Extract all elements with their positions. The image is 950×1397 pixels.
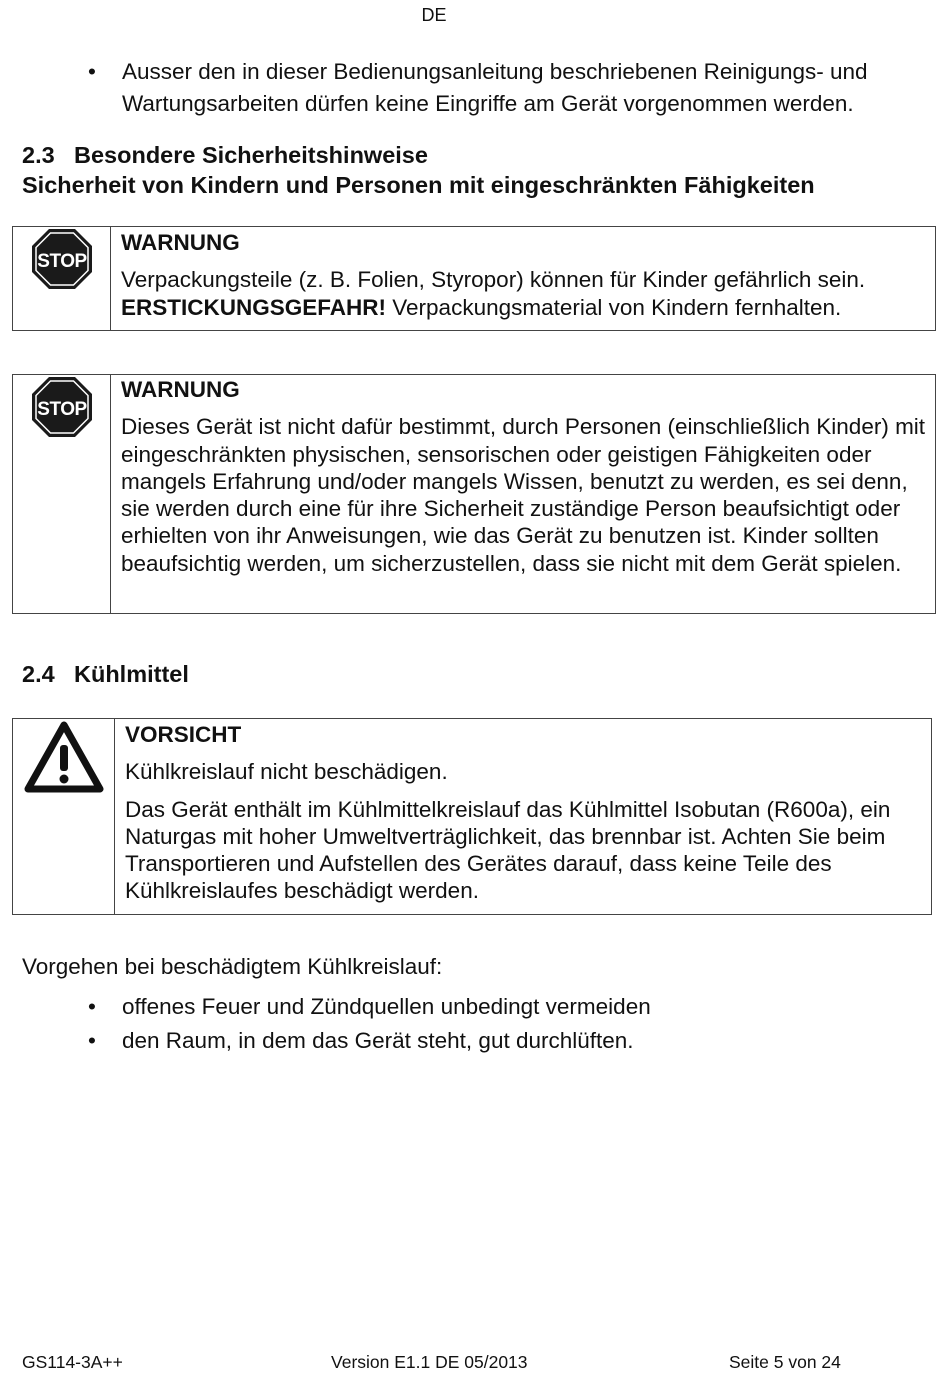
- warning-icon-cell: [13, 375, 111, 613]
- list-item: [88, 56, 922, 120]
- warning-text: Dieses Gerät ist nicht dafür bestimmt, durch Personen (einschließlich Kinder) mit eingeschränkten physischen, sensorischen oder geistigen Fähigkeiten oder mangels Erfahrung und/oder mangels Wissen, benutzt zu werden, es sei denn, sie werden durch eine für ihre Sicherheit zuständige Person beaufsichtigt oder erhielten von ihr Anweisungen, wie das Gerät zu benutzen ist. Kinder sollten beaufsichtig werden, um sicherzustellen, dass sie nicht mit dem Gerät spielen.: [121, 414, 926, 576]
- warning-emphasis: ERSTICKUNGSGEFAHR!: [121, 294, 387, 320]
- svg-text:STOP: STOP: [36, 399, 87, 420]
- footer-model: GS114-3A++: [22, 1352, 123, 1372]
- section-subtitle: Sicherheit von Kindern und Personen mit eingeschränkten Fähigkeiten: [22, 172, 815, 198]
- stop-sign-icon: [30, 227, 94, 291]
- footer-version: Version E1.1 DE 05/2013: [331, 1352, 528, 1372]
- warning-text-2: [121, 294, 865, 321]
- stop-sign-icon: [30, 375, 94, 439]
- warning-icon-cell: [13, 227, 111, 330]
- warning-content: [111, 375, 935, 613]
- list-item-text: offenes Feuer und Zündquellen unbedingt vermeiden: [122, 994, 651, 1019]
- section-heading-2-3: [22, 140, 428, 170]
- language-marker: DE: [421, 5, 447, 25]
- list-item-text: den Raum, in dem das Gerät steht, gut durchlüften.: [122, 1028, 634, 1053]
- section-title: Besondere Sicherheitshinweise: [74, 142, 428, 168]
- list-item-text: Ausser den in dieser Bedienungsanleitung beschriebenen Reinigungs- und Wartungsarbeiten dürfen keine Eingriffe am Gerät vorgenommen werden.: [122, 59, 868, 116]
- list-item: [88, 1025, 922, 1057]
- footer-page-number: Seite 5 von 24: [729, 1352, 841, 1372]
- bullet-icon: •: [88, 1028, 96, 1053]
- list-item: [88, 991, 922, 1023]
- section-number: 2.4: [22, 661, 55, 687]
- caution-title: VORSICHT: [125, 722, 242, 747]
- bullet-icon: •: [88, 994, 96, 1019]
- warning-box-packaging: [12, 226, 936, 331]
- warning-text-tail: Verpackungsmaterial von Kindern fernhalten.: [386, 294, 842, 320]
- warning-title: WARNUNG: [121, 230, 240, 255]
- caution-text: Das Gerät enthält im Kühlmittelkreislauf das Kühlmittel Isobutan (R600a), ein Naturgas mit hoher Umweltverträglichkeit, das brennbar ist. Achten Sie beim Transportieren und Aufstellen des Gerätes darauf, dass keine Teile des Kühlkreislaufes beschädigt werden.: [125, 796, 891, 904]
- procedure-intro: Vorgehen bei beschädigtem Kühlkreislauf:: [22, 954, 443, 979]
- warning-title: WARNUNG: [121, 377, 240, 402]
- warning-box-children: [12, 374, 936, 614]
- warning-text: Verpackungsteile (z. B. Folien, Styropor) können für Kinder gefährlich sein.: [121, 267, 866, 293]
- warning-triangle-icon: [24, 721, 104, 793]
- warning-content: [111, 227, 873, 330]
- svg-text:STOP: STOP: [36, 251, 87, 272]
- caution-box-coolant: [12, 718, 932, 915]
- section-title: Kühlmittel: [74, 661, 189, 687]
- caution-icon-cell: [13, 719, 115, 914]
- caution-content: [115, 719, 931, 914]
- bullet-icon: •: [88, 59, 96, 84]
- caution-line: Kühlkreislauf nicht beschädigen.: [125, 759, 448, 785]
- section-heading-2-4: [22, 659, 189, 689]
- section-number: 2.3: [22, 142, 55, 168]
